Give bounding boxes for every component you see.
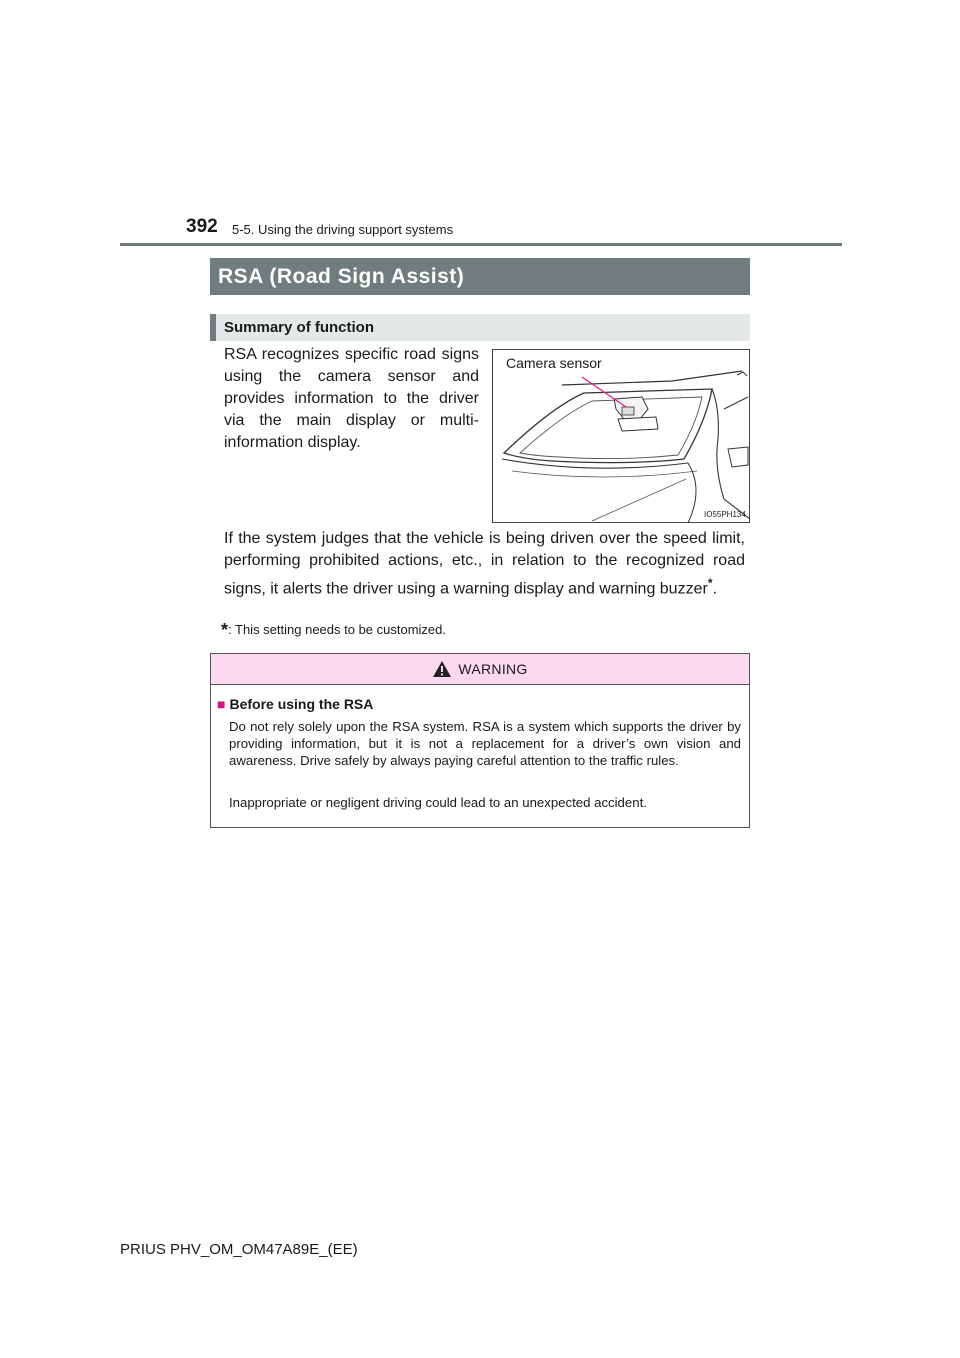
windshield-figure xyxy=(492,349,750,523)
footnote-text: : This setting needs to be customized. xyxy=(228,622,447,637)
header-divider xyxy=(120,243,842,246)
page-title: RSA (Road Sign Assist) xyxy=(210,258,750,295)
footnote-marker: * xyxy=(707,576,713,590)
warning-item-title xyxy=(217,696,373,712)
warning-item-title-text: Before using the RSA xyxy=(229,696,374,712)
figure-code: IO55PH134 xyxy=(704,510,746,519)
body-paragraph xyxy=(224,528,745,600)
section-breadcrumb: 5-5. Using the driving support systems xyxy=(232,222,454,237)
document-footer: PRIUS PHV_OM_OM47A89E_(EE) xyxy=(120,1241,358,1258)
warning-label: WARNING xyxy=(458,661,528,677)
footnote-star: * xyxy=(221,620,229,640)
warning-paragraph-2: Inappropriate or negligent driving could lead to an unexpected accident. xyxy=(229,795,647,810)
body-text: If the system judges that the vehicle is being driven over the speed limit, performing prohibited actions, etc., in relation to the recognized road signs, it alerts the driver using a warning display and warning buzzer xyxy=(224,530,745,598)
warning-triangle-icon xyxy=(432,660,452,678)
summary-heading: Summary of function xyxy=(210,314,750,341)
body-text-end: . xyxy=(712,580,717,598)
warning-box xyxy=(210,653,750,828)
camera-sensor-callout: Camera sensor xyxy=(506,355,602,371)
page-number: 392 xyxy=(186,216,218,237)
footnote xyxy=(221,620,446,641)
square-bullet-icon: ■ xyxy=(217,696,226,712)
windshield-illustration-icon xyxy=(492,349,750,523)
intro-paragraph: RSA recognizes specific road signs using the camera sensor and provides information to the driver via the main display or multi-information display. xyxy=(224,346,479,451)
warning-header xyxy=(211,654,749,685)
warning-paragraph-1: Do not rely solely upon the RSA system. RSA is a system which supports the driver by providing information, but it is not a replacement for a driver’s own vision and awareness. Drive safely by always paying careful attention to the traffic rules. xyxy=(229,719,741,768)
